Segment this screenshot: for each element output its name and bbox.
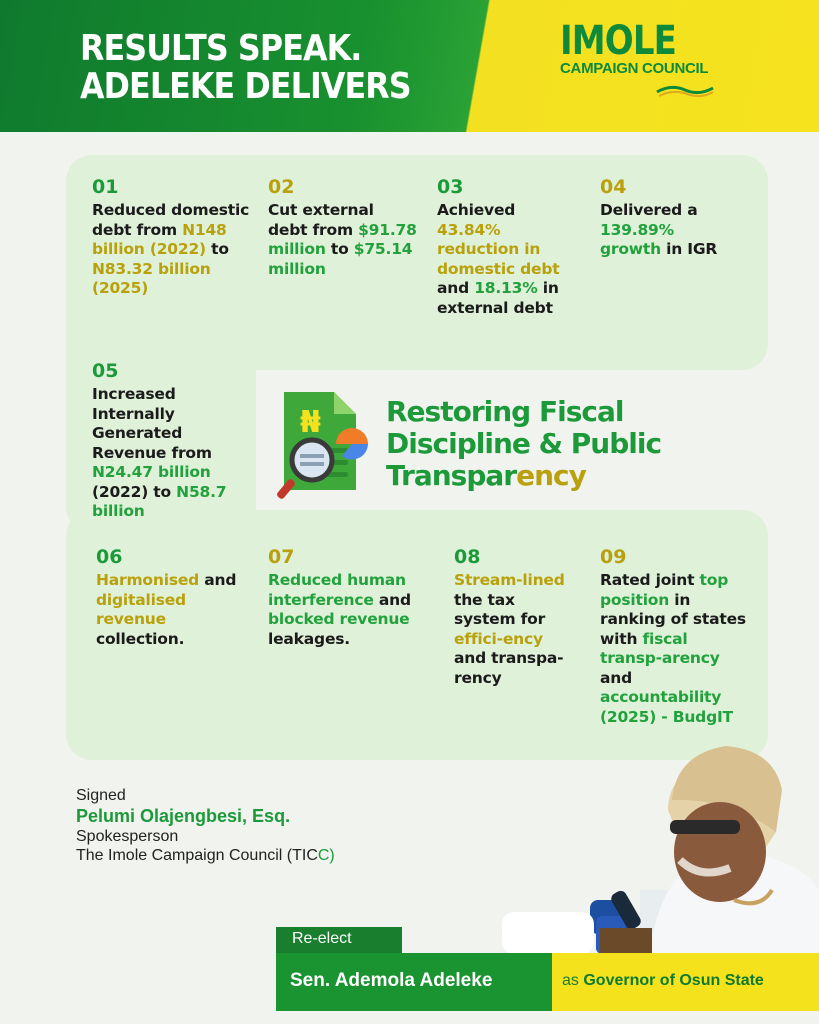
item-08-part: the tax system for [454, 590, 546, 628]
item-03-part: Achieved [437, 201, 516, 219]
title-line-2: ADELEKE DELIVERS [80, 66, 411, 107]
item-number-03: 03 [437, 176, 464, 198]
item-09-part: in ranking of states with [600, 590, 746, 648]
signatory-name: Pelumi Olajengbesi, Esq. [76, 806, 291, 826]
naira-glyph: ₦ [300, 405, 321, 440]
item-04-part: Delivered a [600, 201, 698, 219]
item-02-part: $91.78 million [268, 220, 417, 258]
item-02-part: $75.14 million [268, 240, 413, 278]
item-09-part: and [600, 668, 632, 687]
signatory-role: Spokesperson [76, 828, 179, 845]
item-text-05 [92, 385, 242, 522]
item-01-part: to [205, 240, 229, 258]
item-number-02: 02 [268, 176, 295, 198]
feature-title-line-3a: Transpar [386, 459, 517, 492]
item-09-part: fiscal transp-arency [600, 629, 720, 667]
fiscal-document-icon [272, 386, 376, 500]
signatory-org [76, 846, 335, 866]
office-name: Governor of Osun State [583, 972, 764, 989]
feature-title [386, 396, 661, 492]
item-03-part: and [437, 279, 475, 297]
item-02-part: to [325, 240, 354, 258]
signed-label: Signed [76, 787, 126, 804]
signature-block [76, 786, 335, 866]
logo-wave-icon [655, 82, 715, 98]
item-08-part: and transpa-rency [454, 649, 564, 687]
item-03-part: 43.84% reduction in domestic debt [437, 220, 560, 278]
item-07-part: and [373, 590, 411, 609]
candidate-portrait [500, 740, 819, 954]
item-text-02 [268, 201, 418, 279]
item-text-01 [92, 201, 252, 299]
feature-title-line-3b: ency [516, 459, 586, 492]
item-06-part: digitalised revenue [96, 590, 186, 628]
imole-logo [560, 20, 720, 100]
item-03-part: in external debt [437, 279, 559, 317]
item-number-05: 05 [92, 360, 119, 382]
item-05-part: (2022) to [92, 482, 177, 501]
item-05-part: N58.7 billion [92, 482, 227, 520]
item-07-part: leakages. [268, 629, 350, 648]
item-04-part: in IGR [660, 240, 718, 258]
item-08-part: Stream-lined [454, 571, 565, 589]
office-banner [552, 953, 819, 1011]
candidate-name: Sen. Ademola Adeleke [276, 953, 552, 1011]
item-text-06 [96, 571, 246, 649]
item-number-09: 09 [600, 546, 627, 568]
title-line-1: RESULTS SPEAK. [80, 28, 362, 69]
item-number-04: 04 [600, 176, 627, 198]
reelect-label: Re-elect [276, 927, 402, 953]
item-05-part: N24.47 billion [92, 463, 211, 481]
item-01-part: N148 billion (2022) [92, 220, 227, 258]
item-01-part: Reduced domestic debt from [92, 201, 250, 239]
signatory-org-b: C) [317, 847, 335, 864]
logo-sub-text: CAMPAIGN COUNCIL [560, 60, 709, 77]
item-number-08: 08 [454, 546, 481, 568]
item-02-part: Cut external debt from [268, 201, 374, 239]
item-09-part: Rated joint [600, 571, 700, 589]
item-09-part: top position [600, 571, 729, 609]
item-03-part: 18.13% [474, 279, 538, 297]
item-06-part: and [199, 571, 237, 589]
item-01-part: N83.32 billion (2025) [92, 259, 211, 297]
item-09-part: accountability (2025) - BudgIT [600, 688, 733, 726]
item-07-part: blocked revenue [268, 610, 410, 628]
item-number-01: 01 [92, 176, 119, 198]
page-title [80, 30, 411, 106]
item-text-03 [437, 201, 582, 318]
item-05-part: Increased Internally Generated Revenue from [92, 385, 212, 462]
feature-title-line-2: Discipline & Public [386, 427, 662, 460]
logo-main-text: IMOLE [560, 18, 677, 64]
feature-title-line-1: Restoring Fiscal [386, 395, 624, 428]
item-text-07 [268, 571, 428, 649]
signatory-org-a: The Imole Campaign Council (TIC [76, 847, 318, 864]
item-07-part: Reduced human interference [268, 571, 406, 609]
office-as: as [562, 972, 584, 989]
item-number-07: 07 [268, 546, 295, 568]
item-text-09 [600, 571, 750, 727]
feature-title-line-3 [386, 460, 661, 492]
item-06-part: collection. [96, 629, 185, 648]
item-number-06: 06 [96, 546, 123, 568]
item-06-part: Harmonised [96, 571, 200, 589]
item-08-part: effici-ency [454, 629, 543, 648]
item-text-04 [600, 201, 720, 260]
item-text-08 [454, 571, 574, 688]
item-04-part: 139.89% growth [600, 220, 674, 258]
